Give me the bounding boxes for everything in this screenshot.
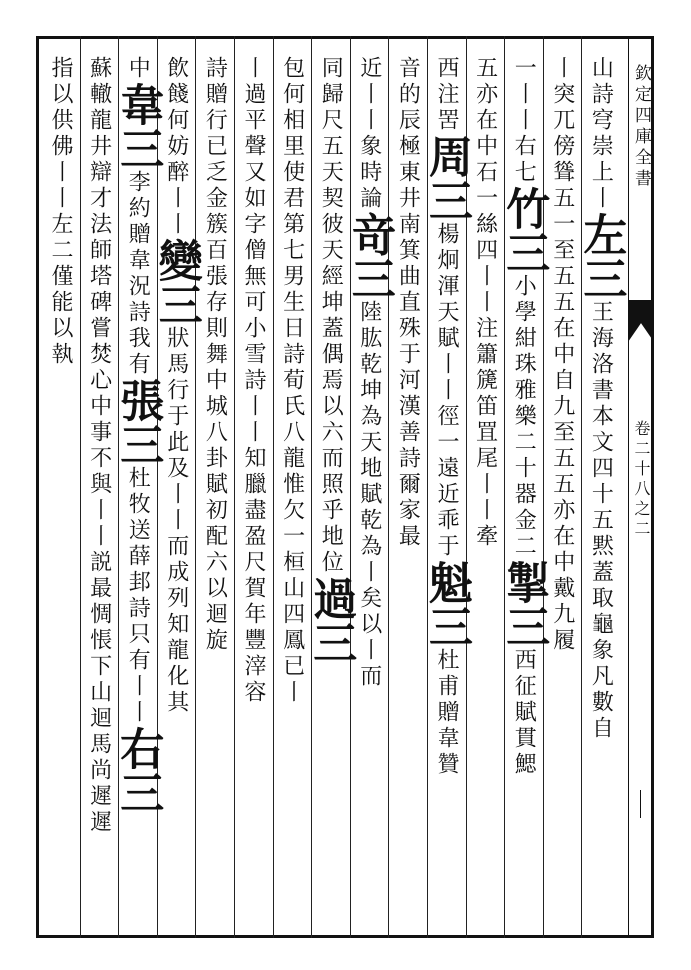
- text-column: [305, 56, 357, 926]
- text-column: [236, 56, 270, 926]
- text-column: [390, 56, 424, 926]
- text-run: 中: [125, 56, 151, 82]
- text-run: 詩贈行已乏金簇百: [202, 56, 228, 264]
- text-run: 一丨丨右七: [511, 56, 537, 186]
- column-rule: [543, 36, 544, 938]
- text-run: 丨突兀傍聳五: [549, 56, 575, 212]
- headword: 掣三: [498, 560, 550, 648]
- text-run: 近丨丨象時論: [356, 56, 382, 212]
- column-rule: [581, 36, 582, 938]
- text-column: [150, 56, 202, 926]
- headword: 魁三: [421, 560, 472, 648]
- column-rule: [504, 36, 505, 938]
- column-rule: [311, 36, 312, 938]
- headword: 竒三: [343, 212, 395, 300]
- text-run: 杜甫贈韋贊: [434, 648, 459, 778]
- text-run: 狀馬行于此及丨丨而成列知龍化其: [163, 326, 189, 716]
- text-run: 飲餞何妨醉丨丨: [163, 56, 189, 238]
- column-rule: [427, 36, 428, 938]
- column-rule: [80, 36, 81, 938]
- juan-label: 卷二十八之二: [632, 420, 651, 540]
- text-column: [575, 56, 627, 926]
- text-column: [82, 56, 116, 926]
- text-column: [112, 56, 164, 926]
- text-run: 心中事不與丨丨説: [86, 368, 112, 576]
- text-run: 同歸尺五天: [318, 56, 344, 186]
- headword: 周三: [421, 134, 472, 222]
- text-run: 契彼天經坤蓋偶焉以六而照乎地位: [318, 186, 344, 576]
- headword: 左三: [575, 212, 627, 300]
- column-rule: [234, 36, 235, 938]
- text-run: 辰極東井南箕曲直殊于河漢: [395, 108, 421, 420]
- text-run: 西注罟: [434, 56, 459, 134]
- text-column: [43, 56, 77, 926]
- text-run: 蘇轍龍井辯才法師塔碑嘗焚: [86, 56, 112, 368]
- headword: 竹三: [498, 186, 550, 274]
- text-column: [197, 56, 231, 926]
- text-run: 山詩穹崇上丨: [588, 56, 614, 212]
- margin-rule: [640, 790, 641, 818]
- column-rule: [350, 36, 351, 938]
- text-run: 李約贈韋況詩我有: [125, 170, 151, 378]
- column-rule: [118, 36, 119, 938]
- text-column: [545, 56, 579, 926]
- text-run: 張存則舞中城八卦賦初配六以迴旋: [202, 264, 228, 654]
- book-title: 欽定四庫全書: [631, 64, 651, 190]
- headword: 右三: [112, 726, 164, 814]
- headword: 韋三: [112, 82, 164, 170]
- text-run: 丨過平聲又如字僧無可小雪詩丨丨知臘盡盈尺賀年豐滓容: [241, 56, 266, 706]
- text-column: [343, 56, 395, 926]
- text-run: 西征賦貫鰓: [511, 648, 537, 778]
- column-rule: [388, 36, 389, 938]
- text-run: 善詩爾家最: [395, 420, 421, 550]
- text-run: 王海洛書本文四十五黙蓋取龜象凡數自: [588, 300, 614, 742]
- headword: 變三: [150, 238, 202, 326]
- text-run: 最惆悵下山迴馬尚遲遲: [86, 576, 112, 836]
- text-run: 罝尾丨丨牽: [472, 420, 498, 550]
- text-run: 小學紺珠雅樂二十器金二: [511, 274, 537, 560]
- headword: 張三: [112, 378, 164, 466]
- text-run: 陸肱乾坤為天地賦乾為丨矣以丨而: [356, 300, 382, 690]
- text-column: [421, 56, 472, 926]
- text-run: 石一絲四丨丨注簫篪笛: [472, 160, 498, 420]
- text-column: [468, 56, 502, 926]
- text-run: 一至五五在中自九至五五亦在中戴九履: [549, 212, 575, 654]
- text-column: [498, 56, 550, 926]
- column-rule: [273, 36, 274, 938]
- text-column: [275, 56, 309, 926]
- headword: 過三: [305, 576, 357, 664]
- text-run: 五亦在中: [472, 56, 498, 160]
- text-run: 音的: [395, 56, 421, 108]
- text-run: 包何相里使君第七男生日詩荀氏八龍惟欠一桓山四鳳已丨: [279, 56, 305, 706]
- column-rule: [195, 36, 196, 938]
- text-run: 杜牧送薛邽詩只有丨丨: [125, 466, 151, 726]
- text-run: 指以供佛丨丨左二僅能以執: [48, 56, 73, 368]
- text-run: 楊炯渾天賦丨丨徑一遠近乖于: [434, 222, 459, 560]
